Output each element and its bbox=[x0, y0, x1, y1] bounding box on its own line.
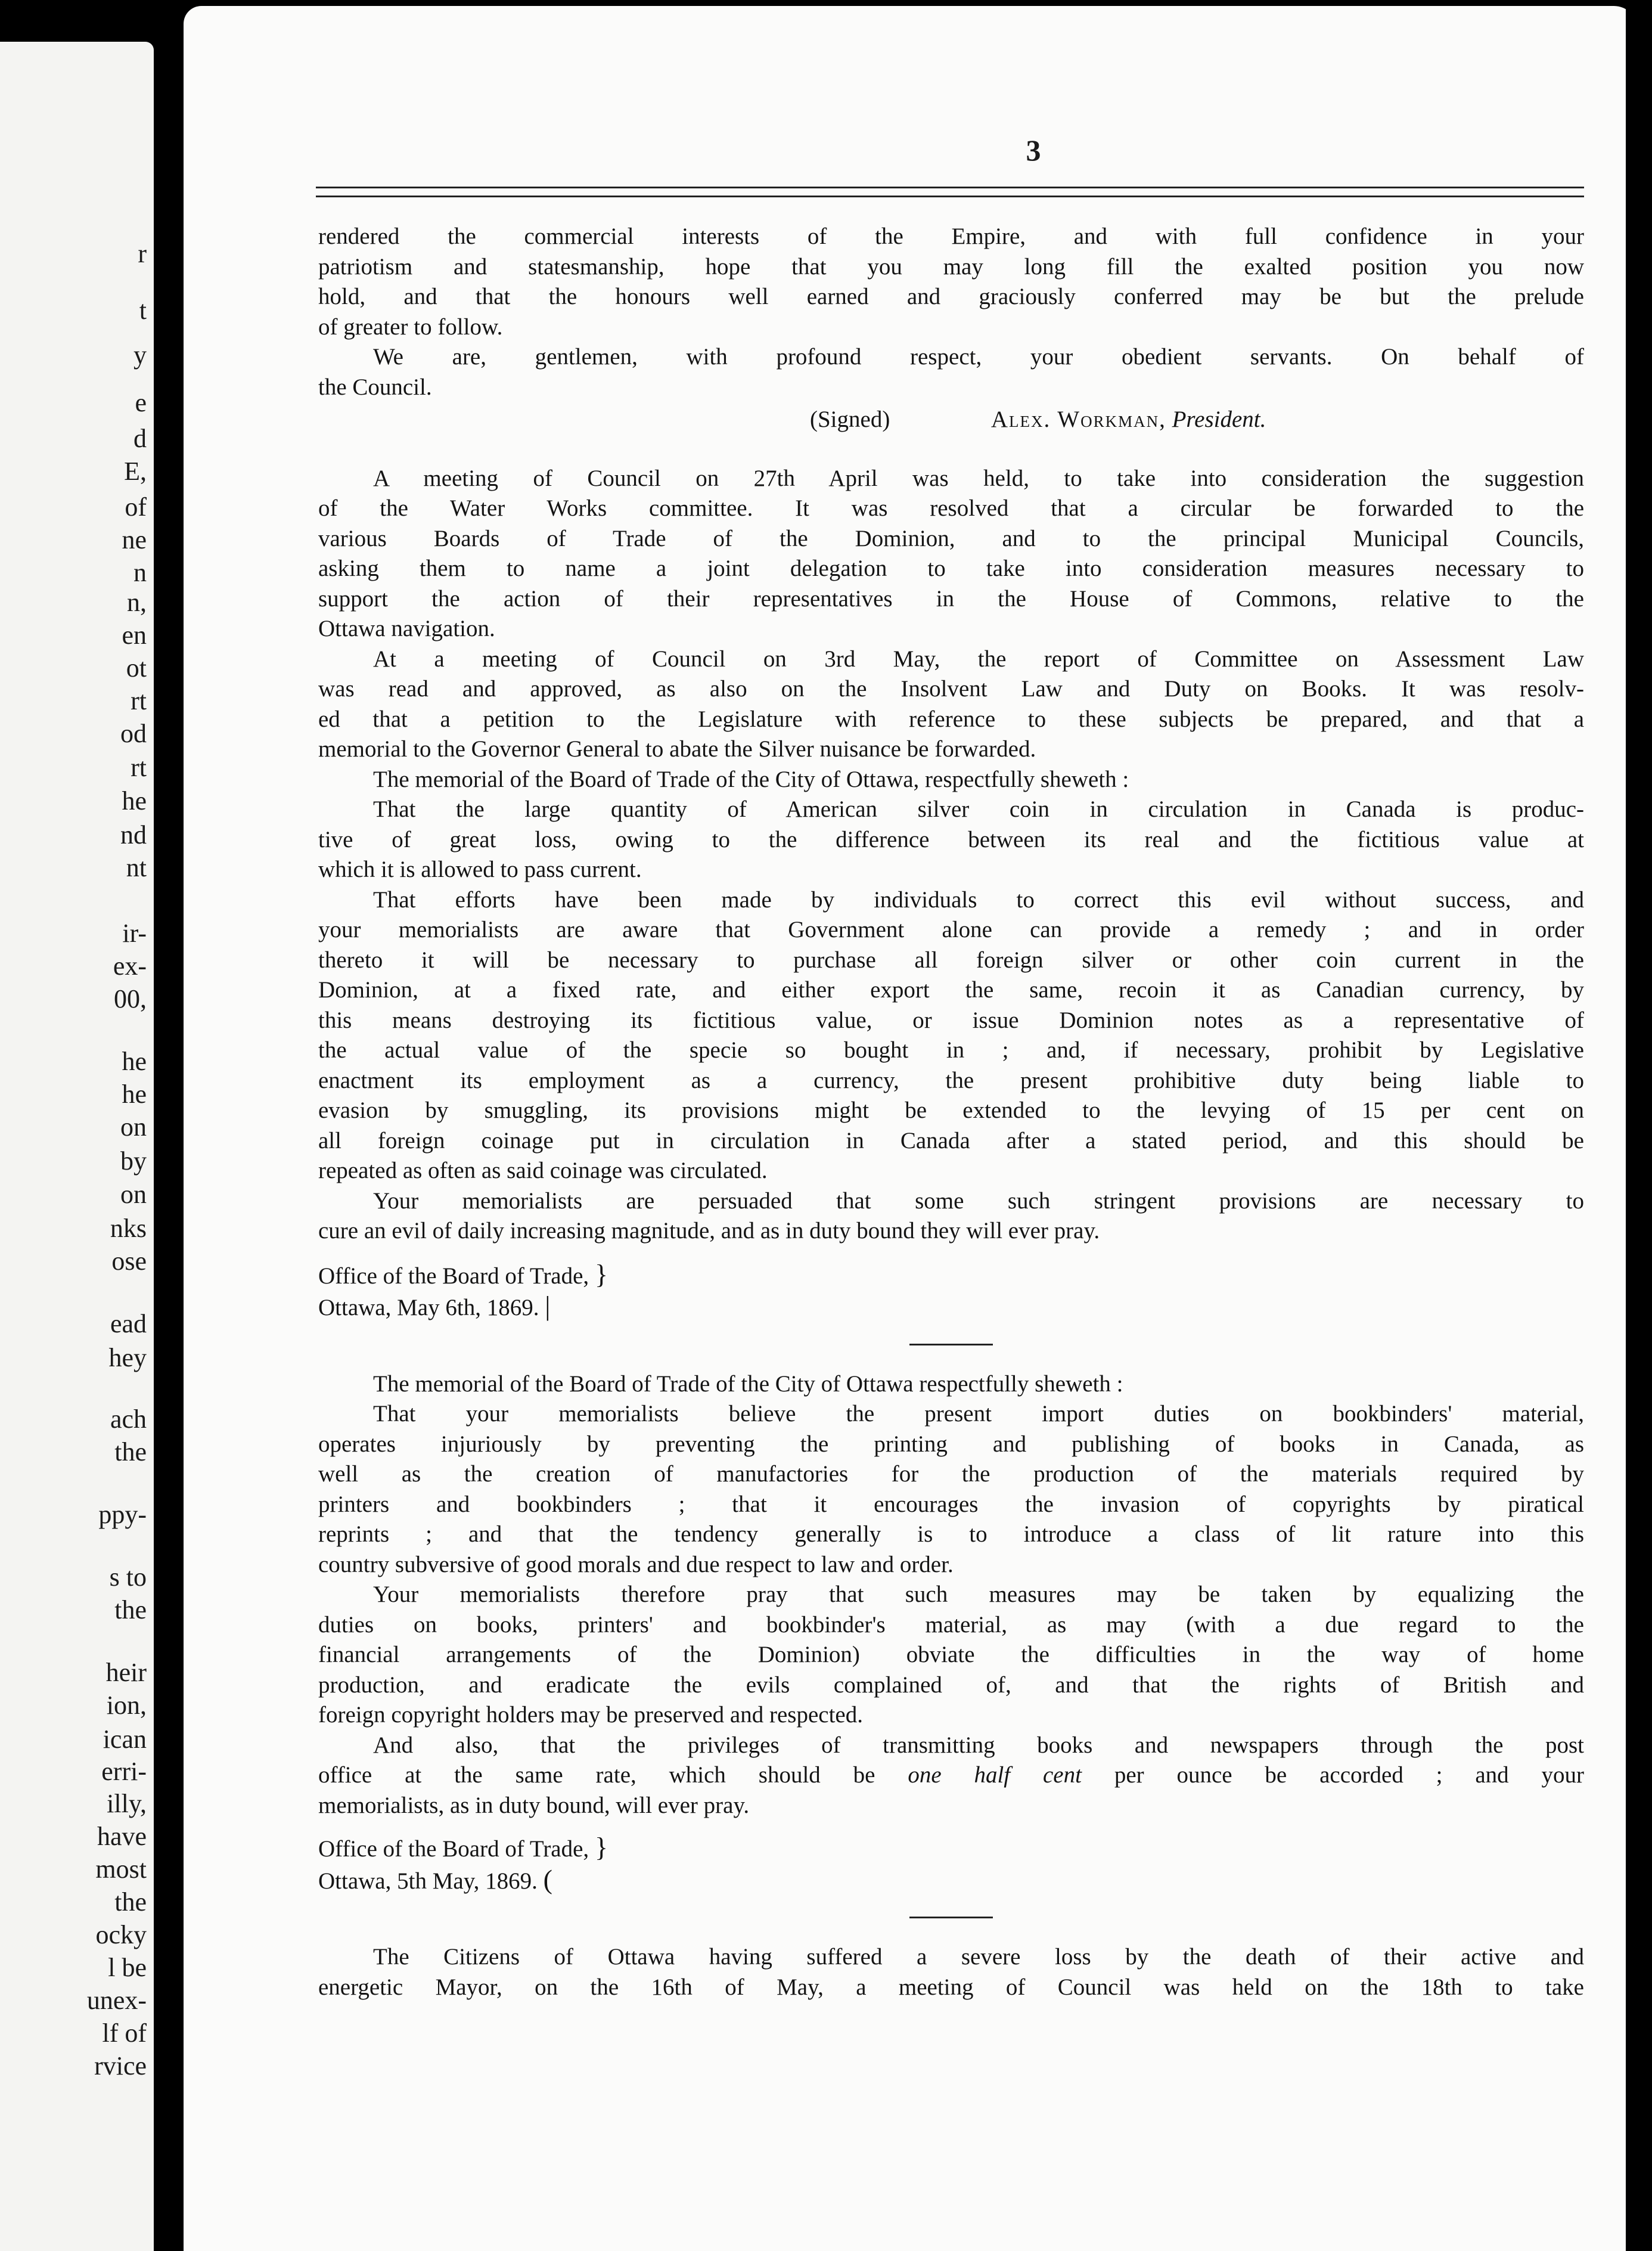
text-line: which it is allowed to pass current. bbox=[318, 857, 642, 882]
text-line: the Council. bbox=[318, 374, 432, 400]
left-page-fragment: lf of bbox=[102, 2019, 147, 2048]
left-page-fragment: ne bbox=[122, 525, 147, 554]
brace-glyph: } bbox=[594, 1832, 608, 1862]
text-line: printers and bookbinders ; that it encourages the invasion of copyrights by piratical bbox=[318, 1491, 1584, 1517]
text-line: memorialists, as in duty bound, will ever pray. bbox=[318, 1792, 750, 1818]
left-page-fragment: rt bbox=[131, 753, 147, 782]
office-dateline-1 bbox=[318, 1260, 1584, 1323]
left-page-fragment: ose bbox=[111, 1247, 147, 1276]
text-line: hold, and that the honours well earned and graciously conferred may be but the prelude bbox=[318, 284, 1584, 309]
header-double-rule bbox=[316, 187, 1584, 197]
text-line: Ottawa navigation. bbox=[318, 616, 495, 641]
text-line: Your memorialists are persuaded that some such stringent provisions are necessary to bbox=[373, 1187, 1584, 1214]
text-line: duties on books, printers' and bookbinder's material, as may (with a due regard to the bbox=[318, 1611, 1584, 1638]
left-page-fragment: nt bbox=[126, 853, 147, 882]
text-line: Dominion, at a fixed rate, and either export the same, recoin it as Canadian currency, by bbox=[318, 977, 1584, 1003]
paragraph-therefore-pray bbox=[318, 1580, 1584, 1731]
paragraph-silver-coin bbox=[318, 795, 1584, 885]
office-line: Office of the Board of Trade, bbox=[318, 1263, 589, 1289]
section-separator bbox=[909, 1917, 993, 1918]
text-line: production, and eradicate the evils complained of, and that the rights of British and bbox=[318, 1672, 1584, 1698]
left-page-fragment: 00, bbox=[114, 984, 147, 1013]
paragraph-persuaded bbox=[318, 1186, 1584, 1247]
left-page-fragment: ex- bbox=[113, 951, 147, 981]
left-page-fragment: most bbox=[95, 1855, 147, 1884]
left-page-fragment: the bbox=[114, 1887, 147, 1917]
text-line: repeated as often as said coinage was circulated. bbox=[318, 1158, 768, 1183]
text-line: At a meeting of Council on 3rd May, the report of Committee on Assessment Law bbox=[373, 646, 1584, 672]
left-page-fragment: he bbox=[122, 786, 147, 816]
left-page-fragment: nks bbox=[110, 1214, 147, 1243]
paragraph-efforts bbox=[318, 885, 1584, 1186]
left-page-fragment: ir- bbox=[122, 919, 147, 948]
left-page-fragment: ot bbox=[126, 653, 147, 683]
text-line: well as the creation of manufactories for the production of the materials required by bbox=[318, 1461, 1584, 1487]
left-page-fragment: he bbox=[122, 1047, 147, 1076]
text-line: foreign copyright holders may be preserved and respected. bbox=[318, 1702, 863, 1728]
left-page-fragment: n, bbox=[127, 588, 147, 617]
left-page-fragment: e bbox=[135, 388, 147, 417]
emphasized-rate: one half cent bbox=[908, 1762, 1082, 1788]
left-page-fragment: E, bbox=[124, 457, 147, 486]
left-page-fragment: ead bbox=[110, 1309, 147, 1338]
text-line: this means destroying its fictitious value, or issue Dominion notes as a representative of bbox=[318, 1007, 1584, 1033]
left-page-fragment: have bbox=[97, 1822, 147, 1851]
text-line: That your memorialists believe the present import duties on bookbinders' material, bbox=[373, 1401, 1584, 1427]
office-date: Ottawa, 5th May, 1869. bbox=[318, 1868, 538, 1894]
text-line: the actual value of the specie so bought in ; and, if necessary, prohibit by Legislative bbox=[318, 1037, 1584, 1063]
text-line: tive of great loss, owing to the difference between its real and the fictitious value at bbox=[318, 826, 1584, 852]
text-line: evasion by smuggling, its provisions might be extended to the levying of 15 per cent on bbox=[318, 1097, 1584, 1123]
left-page-fragment: erri- bbox=[101, 1757, 147, 1786]
left-page-fragment: en bbox=[122, 621, 147, 650]
left-page-fragment: by bbox=[120, 1146, 147, 1176]
left-page-fragment: ach bbox=[110, 1404, 147, 1434]
left-page-fragment: d bbox=[133, 424, 147, 453]
signatory-title: President. bbox=[1172, 407, 1266, 432]
left-page-fragment: t bbox=[139, 296, 147, 325]
left-page-fragment: n bbox=[133, 558, 147, 587]
text-line: your memorialists are aware that Government alone can provide a remedy ; and in order bbox=[318, 917, 1584, 942]
left-page-fragment: unex- bbox=[86, 1986, 147, 2015]
signatory-name: Alex. Workman, bbox=[990, 407, 1166, 432]
paragraph-respect bbox=[318, 342, 1584, 402]
text-line: of greater to follow. bbox=[318, 314, 503, 340]
text-line: And also, that the privileges of transmitting books and newspapers through the post bbox=[373, 1732, 1584, 1758]
left-page-fragment: hey bbox=[108, 1343, 147, 1372]
left-page-fragment: s to bbox=[109, 1562, 147, 1592]
left-page-fragment: r bbox=[138, 239, 147, 268]
left-page-fragment: on bbox=[120, 1112, 147, 1142]
text-line: all foreign coinage put in circulation in Canada after a stated period, and this should be bbox=[318, 1127, 1584, 1154]
text-line: operates injuriously by preventing the printing and publishing of books in Canada, as bbox=[318, 1431, 1584, 1457]
office-line: Office of the Board of Trade, bbox=[318, 1836, 589, 1862]
left-page-fragment: ocky bbox=[95, 1920, 147, 1949]
paragraph-mayor-death bbox=[318, 1942, 1584, 2002]
text-line: That efforts have been made by individuals to correct this evil without success, and bbox=[373, 886, 1584, 913]
text-line: various Boards of Trade of the Dominion, and to the principal Municipal Councils, bbox=[318, 525, 1584, 551]
left-page-fragment: od bbox=[120, 719, 147, 748]
brace-glyph: } bbox=[594, 1258, 608, 1289]
paragraph-closing-address bbox=[318, 222, 1584, 342]
text-line: We are, gentlemen, with profound respect, your obedient servants. On behalf of bbox=[373, 344, 1584, 370]
left-page-fragment: rt bbox=[131, 686, 147, 715]
signed-label: (Signed) bbox=[810, 407, 890, 432]
left-page-fragment: ican bbox=[103, 1725, 147, 1754]
left-page-fragment: nd bbox=[120, 820, 147, 849]
left-page-fragment: y bbox=[133, 340, 147, 370]
text-line: patriotism and statesmanship, hope that you may long fill the exalted position you now bbox=[318, 253, 1584, 280]
text-line: financial arrangements of the Dominion) obviate the difficulties in the way of home bbox=[318, 1642, 1584, 1667]
left-page-fragment: l be bbox=[108, 1953, 147, 1982]
paragraph-may-meeting bbox=[318, 644, 1584, 765]
brace-glyph: | bbox=[545, 1291, 551, 1321]
left-page-fragment: ppy- bbox=[98, 1500, 147, 1529]
page-number: 3 bbox=[1026, 134, 1041, 167]
paragraph-import-duties bbox=[318, 1399, 1584, 1580]
left-page-fragment: rvice bbox=[94, 2051, 147, 2081]
text-line: of the Water Works committee. It was resolved that a circular be forwarded to the bbox=[318, 495, 1584, 521]
left-page-fragment: illy, bbox=[107, 1789, 147, 1818]
text-line: memorial to the Governor General to abate the Silver nuisance be forwarded. bbox=[318, 736, 1036, 762]
left-page-fragment: the bbox=[114, 1437, 147, 1466]
text-line: asking them to name a joint delegation to take into consideration measures necessary to bbox=[318, 556, 1584, 581]
left-page-fragment: he bbox=[122, 1080, 147, 1109]
signature-line bbox=[318, 405, 1584, 435]
paragraph-april-meeting bbox=[318, 464, 1584, 644]
left-page-fragment: ion, bbox=[106, 1691, 147, 1720]
text-line: support the action of their representatives in the House of Commons, relative to the bbox=[318, 585, 1584, 612]
text-line: rendered the commercial interests of the Empire, and with full confidence in your bbox=[318, 224, 1584, 249]
text-line: Your memorialists therefore pray that such measures may be taken by equalizing the bbox=[373, 1582, 1584, 1607]
text-line: ed that a petition to the Legislature with reference to these subjects be prepared, and that a bbox=[318, 706, 1584, 732]
text-line: office at the same rate, which should be one half cent per ounce be accorded ; and your bbox=[318, 1762, 1585, 1788]
page-body bbox=[318, 222, 1584, 2002]
text-line: The memorial of the Board of Trade of the City of Ottawa respectfully sheweth : bbox=[373, 1371, 1123, 1397]
scan-right-border bbox=[1626, 6, 1652, 2251]
paragraph-memorial-heading-books bbox=[318, 1369, 1584, 1400]
text-line: The memorial of the Board of Trade of the City of Ottawa, respectfully sheweth : bbox=[373, 766, 1129, 792]
text-line: The Citizens of Ottawa having suffered a severe loss by the death of their active and bbox=[373, 1944, 1584, 1970]
left-page-fragment: heir bbox=[105, 1658, 147, 1687]
text-line: thereto it will be necessary to purchase all foreign silver or other coin current in the bbox=[318, 947, 1584, 973]
text-line: reprints ; and that the tendency generally is to introduce a class of lit rature into this bbox=[318, 1521, 1584, 1547]
paragraph-postal-privileges bbox=[318, 1731, 1584, 1821]
text-line: A meeting of Council on 27th April was held, to take into consideration the suggestion bbox=[373, 465, 1584, 491]
text-line: That the large quantity of American silver coin in circulation in Canada is produc- bbox=[373, 796, 1584, 822]
left-page-fragment: on bbox=[120, 1180, 147, 1209]
section-separator bbox=[909, 1344, 993, 1345]
text-line: cure an evil of daily increasing magnitude, and as in duty bound they will ever pray. bbox=[318, 1218, 1100, 1244]
text-line: energetic Mayor, on the 16th of May, a meeting of Council was held on the 18th to take bbox=[318, 1974, 1584, 2000]
text-line: was read and approved, as also on the Insolvent Law and Duty on Books. It was resolv- bbox=[318, 676, 1584, 702]
left-page-fragment: of bbox=[125, 492, 147, 522]
office-date: Ottawa, May 6th, 1869. bbox=[318, 1295, 539, 1320]
left-facing-page bbox=[0, 42, 154, 2251]
text-line: enactment its employment as a currency, the present prohibitive duty being liable to bbox=[318, 1067, 1584, 1093]
main-page bbox=[184, 6, 1638, 2251]
left-page-fragment: the bbox=[114, 1595, 147, 1624]
text-line: country subversive of good morals and due respect to law and order. bbox=[318, 1551, 954, 1577]
paragraph-memorial-heading-silver bbox=[318, 765, 1584, 795]
office-dateline-2 bbox=[318, 1833, 1584, 1896]
brace-glyph: ( bbox=[543, 1864, 552, 1895]
